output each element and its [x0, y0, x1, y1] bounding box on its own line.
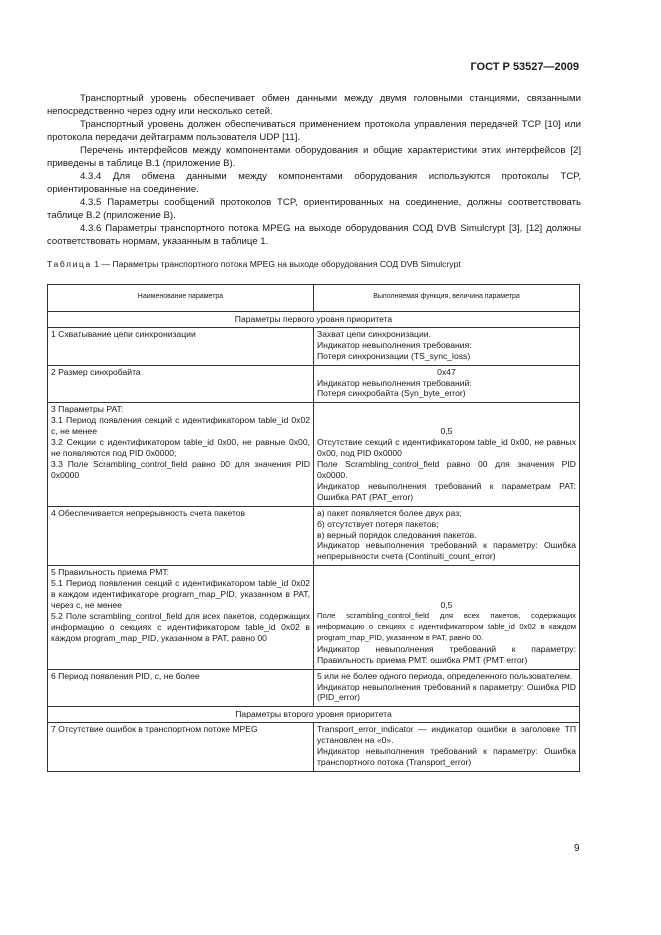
value-line: Потеря синхронизации (TS_sync_loss): [317, 350, 471, 361]
parameter-line: 3 Параметры PAT:: [51, 404, 124, 415]
parameter-line: 3.1 Период появления секций с идентификатором table_id 0x02 с, не менее: [51, 415, 310, 437]
parameter-cell: [48, 506, 314, 566]
parameter-cell: [48, 723, 314, 772]
table-row: [48, 723, 580, 772]
cell-spacer: [317, 567, 576, 600]
standard-number: ГОСТ Р 53527—2009: [470, 61, 579, 73]
value-cell: [314, 723, 580, 772]
paragraph: Транспортный уровень обеспечивает обмен данными между двумя головными станциями, связанными непосредственно через одну или несколько сетей.: [47, 93, 581, 117]
table-row: [48, 566, 580, 669]
parameter-line: 5.2 Поле scrambling_control_field для всех пакетов, содержащих информацию о секциях с идентификатором table_id 0x02 в каждом program_map_PID, указанном в PAT, равно 00: [51, 610, 310, 643]
paragraph: 4.3.4 Для обмена данными между компонентами оборудования используются протоколы TCP, ориентированные на соединение.: [47, 171, 581, 195]
parameter-cell: [48, 327, 314, 365]
paragraph: Транспортный уровень должен обеспечиваться применением протокола управления передачей TCP [10] или протокола передачи дейтаграмм пользователя UDP [11].: [47, 119, 581, 143]
parameter-cell: [48, 365, 314, 403]
value-line: Поле Scrambling_control_field равно 00 для значения PID 0x0000.: [317, 459, 576, 480]
value-line: Захват цепи синхронизации.: [317, 328, 431, 339]
value-line: б) отсутствует потеря пакетов;: [317, 518, 439, 529]
value-line: Поле scrambling_control_field для всех пакетов, содержащих информацию о секциях с идентификатором table_id 0x02 в каждом program_map_PID, указанном в PAT, равно 00.: [317, 611, 576, 642]
parameter-cell: [48, 403, 314, 506]
value-line: Индикатор невыполнения требований:: [317, 377, 472, 388]
value-line: Индикатор невыполнения требований к параметру: Ошибка транспортного потока (Transport_error): [317, 746, 576, 767]
table-row: [48, 506, 580, 566]
table-row: [48, 403, 580, 506]
body-text: [47, 92, 581, 248]
parameter-line: 5.1 Период появления секций с идентификатором table_id 0x02 в каждом идентификаторе program_map_PID, указанном в PAT, через с, не менее: [51, 578, 310, 610]
table-row: [48, 327, 580, 365]
table-caption-label: Таблица: [47, 259, 92, 269]
value-cell: [314, 669, 580, 707]
parameter-line: 4 Обеспечивается непрерывность счета пакетов: [51, 507, 246, 518]
parameters-table: [47, 284, 580, 772]
value-line: Индикатор невыполнения требований к параметрам PAT: Ошибка PAT (PAT_error): [317, 480, 576, 502]
paragraph: 4.3.6 Параметры транспортного потока MPEG на выходе оборудования СОД DVB Simulcrypt [3], [12] должны соответствовать нормам, указанным в таблице 1.: [47, 223, 581, 247]
value-line: а) пакет появляется более двух раз;: [317, 507, 462, 518]
value-line: Индикатор невыполнения требований к параметру: Ошибка PID (PID_error): [317, 681, 576, 703]
value-line: Отсутствие секций с идентификатором table_id 0x00, не равных 0x00, под PID 0x0000: [317, 437, 576, 459]
parameter-line: 2 Размер синхробайта: [51, 366, 141, 377]
section-row: [48, 707, 580, 723]
section-title-priority-2: Параметры второго уровня приоритета: [48, 707, 580, 723]
column-header-parameter: Наименование параметра: [48, 285, 314, 312]
parameter-line: 6 Период появления PID, с, не более: [51, 670, 200, 681]
value-figure: 0x47: [437, 366, 456, 377]
table-caption-text: 1 — Параметры транспортного потока MPEG на выходе оборудования СОД DVB Simulcrypt: [94, 259, 461, 269]
parameter-line: 3.3 Поле Scrambling_control_field равно 00 для значения PID 0x0000: [51, 458, 310, 480]
paragraph: 4.3.5 Параметры сообщений протоколов TCP, ориентированных на соединение, должны соответствовать таблице В.2 (приложение В).: [47, 197, 581, 221]
paragraph: Перечень интерфейсов между компонентами оборудования и общие характеристики этих интерфейсов [2] приведены в таблице В.1 (приложение В).: [47, 145, 581, 169]
value-cell: [314, 327, 580, 365]
cell-spacer: [317, 404, 576, 426]
column-header-function: Выполняемая функция, величина параметра: [314, 285, 580, 312]
section-title-priority-1: Параметры первого уровня приоритета: [48, 312, 580, 328]
value-figure: 0,5: [440, 426, 453, 437]
parameter-cell: [48, 566, 314, 669]
parameter-line: 1 Схватывание цепи синхронизации: [51, 328, 196, 339]
value-figure: 0,5: [440, 600, 453, 611]
section-row: [48, 312, 580, 328]
value-cell: [314, 403, 580, 506]
value-line: Индикатор невыполнения требования:: [317, 339, 472, 350]
value-cell: [314, 365, 580, 403]
value-line: Transport_error_indicator — индикатор ошибки в заголовке ТП установлен на «0».: [317, 724, 576, 746]
parameter-cell: [48, 669, 314, 707]
parameter-line: 3.2 Секции с идентификатором table_id 0x00, не равные 0x00, не появляются под PID 0x0000;: [51, 437, 310, 458]
table-row: [48, 365, 580, 403]
value-line: 5 или не более одного периода, определенного пользователем.: [317, 670, 573, 681]
value-cell: [314, 506, 580, 566]
value-line: Индикатор невыполнения требований к параметру: Ошибка непрерывности счета (Continuiti_count_error): [317, 540, 576, 562]
page-number: 9: [574, 843, 580, 854]
value-line: в) верный порядок следования пакетов.: [317, 529, 477, 540]
value-line: Потеря синхробайта (Syn_byte_error): [317, 388, 466, 399]
table-header-row: [48, 285, 580, 312]
value-line: Индикатор невыполнения требований к параметру: Правильность приема PMT: ошибка PMT (PMT error): [317, 643, 576, 665]
table-row: [48, 669, 580, 707]
table-caption: [47, 259, 461, 269]
value-cell: [314, 566, 580, 669]
parameter-line: 5 Правильность приема PMT:: [51, 567, 170, 578]
parameter-line: 7 Отсутствие ошибок в транспортном потоке MPEG: [51, 724, 258, 735]
